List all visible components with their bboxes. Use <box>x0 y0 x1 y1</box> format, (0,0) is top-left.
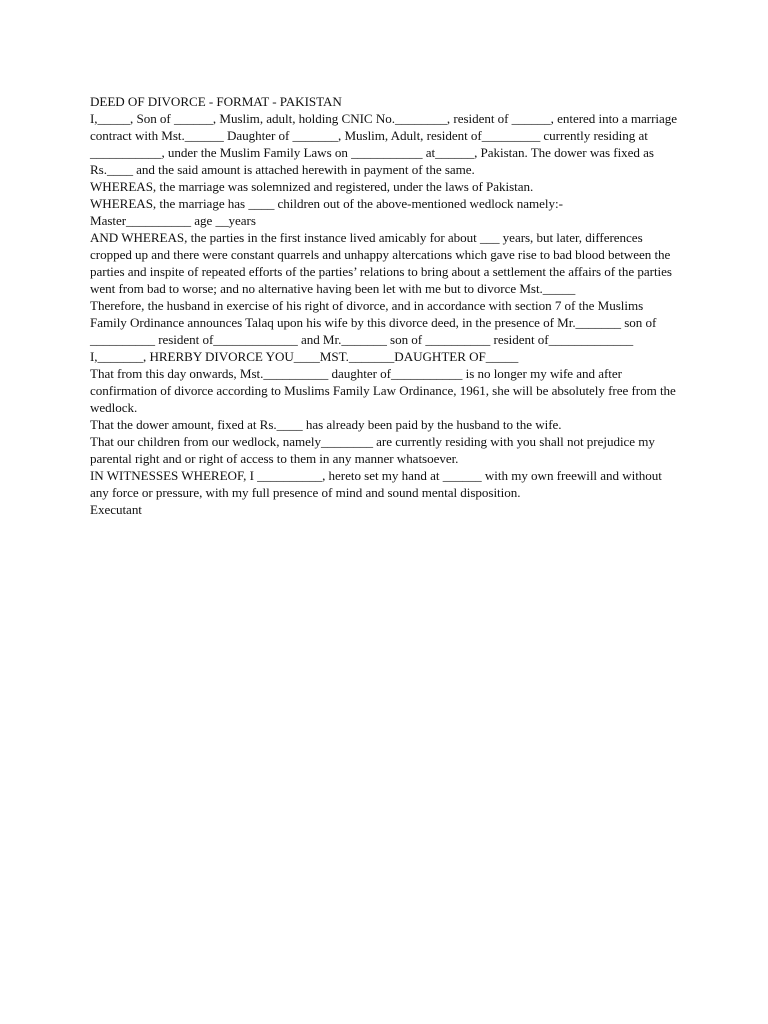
paragraph-whereas-children: WHEREAS, the marriage has ____ children out of the above-mentioned wedlock namely:- <box>90 196 563 211</box>
document-title: DEED OF DIVORCE - FORMAT - PAKISTAN <box>90 94 342 109</box>
paragraph-master-child: Master__________ age __years <box>90 213 256 228</box>
paragraph-from-this-day: That from this day onwards, Mst.__________ daughter of___________ is no longer my wife and after confirmation of divorce according to Muslims Family Law Ordinance, 1961, she will be absolutely free from the wedlock. <box>90 366 676 415</box>
paragraph-parties: I,_____, Son of ______, Muslim, adult, holding CNIC No.________, resident of ______, entered into a marriage contract with Mst.______ Daughter of _______, Muslim, Adult, resident of_________ currently residing at ___________, under the Muslim Family Laws on ___________ at______, Pakistan. The dower was fixed as Rs.____ and the said amount is attached herewith in payment of the same. <box>90 111 678 177</box>
paragraph-and-whereas: AND WHEREAS, the parties in the first instance lived amicably for about ___ years, but later, differences cropped up and there were constant quarrels and unhappy altercations which gave rise to bad blood between the parties and inspite of repeated efforts of the parties’ relations to bring about a settlement the affairs of the parties went from bad to worse; and no alternative having been let with me but to divorce Mst._____ <box>90 230 672 296</box>
executant-label: Executant <box>90 502 142 517</box>
paragraph-children-custody: That our children from our wedlock, namely________ are currently residing with you shall not prejudice my parental right and or right of access to them in any manner whatsoever. <box>90 434 655 466</box>
paragraph-divorce-declaration: I,_______, HRERBY DIVORCE YOU____MST._______DAUGHTER OF_____ <box>90 349 519 364</box>
document-body <box>90 93 680 518</box>
paragraph-therefore: Therefore, the husband in exercise of his right of divorce, and in accordance with section 7 of the Muslims Family Ordinance announces Talaq upon his wife by this divorce deed, in the presence of Mr._______ son of __________ resident of_____________ and Mr._______ son of __________ resident of_____________ <box>90 298 657 347</box>
paragraph-in-witnesses: IN WITNESSES WHEREOF, I __________, hereto set my hand at ______ with my own freewill and without any force or pressure, with my full presence of mind and sound mental disposition. <box>90 468 662 500</box>
paragraph-dower-paid: That the dower amount, fixed at Rs.____ has already been paid by the husband to the wife. <box>90 417 562 432</box>
paragraph-whereas-solemnized: WHEREAS, the marriage was solemnized and registered, under the laws of Pakistan. <box>90 179 534 194</box>
